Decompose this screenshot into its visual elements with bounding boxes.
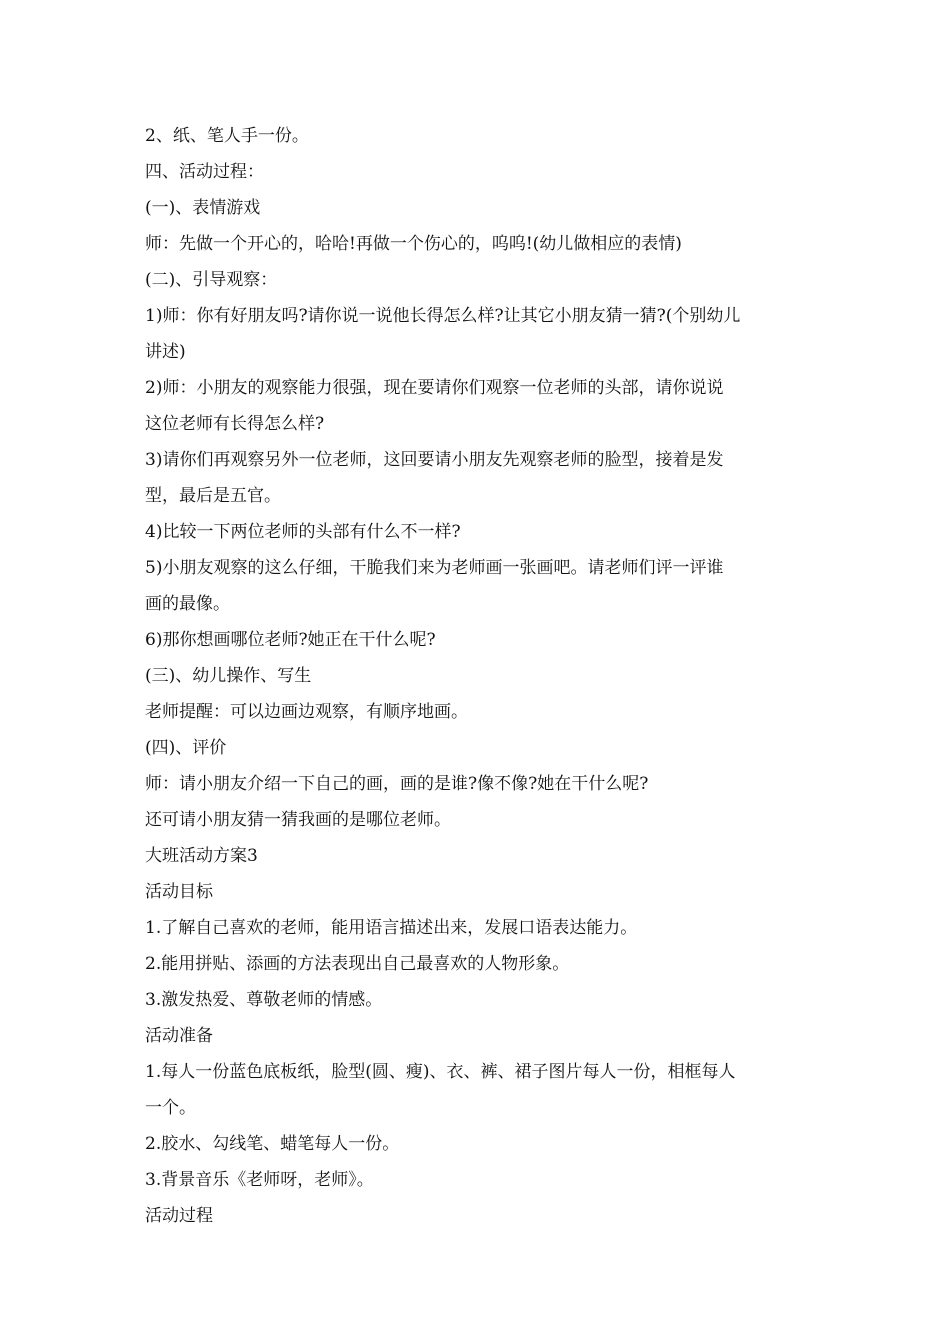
- text-line: 这位老师有长得怎么样?: [145, 414, 325, 434]
- plan-title: 大班活动方案3: [145, 846, 258, 866]
- text-line: 4)比较一下两位老师的头部有什么不一样?: [145, 522, 461, 542]
- text-line: 一个。: [145, 1098, 196, 1118]
- subsection-heading: (一)、表情游戏: [145, 198, 261, 218]
- text-line: 1.每人一份蓝色底板纸，脸型(圆、瘦)、衣、裤、裙子图片每人一份，相框每人: [145, 1062, 736, 1082]
- subsection-heading: (四)、评价: [145, 738, 227, 758]
- text-line: 师：请小朋友介绍一下自己的画，画的是谁?像不像?她在干什么呢?: [145, 774, 649, 794]
- text-line: 2.能用拼贴、添画的方法表现出自己最喜欢的人物形象。: [145, 954, 570, 974]
- text-line: 讲述): [145, 342, 186, 362]
- document-body: [145, 118, 810, 1234]
- text-line: 2.胶水、勾线笔、蜡笔每人一份。: [145, 1134, 400, 1154]
- text-line: 师：先做一个开心的，哈哈!再做一个伤心的，呜呜!(幼儿做相应的表情): [145, 234, 682, 254]
- text-line: 型，最后是五官。: [145, 486, 281, 506]
- text-line: 1)师：你有好朋友吗?请你说一说他长得怎么样?让其它小朋友猜一猜?(个别幼儿: [145, 306, 741, 326]
- section-heading: 活动过程: [145, 1206, 213, 1226]
- text-line: 5)小朋友观察的这么仔细，干脆我们来为老师画一张画吧。请老师们评一评谁: [145, 558, 724, 578]
- subsection-heading: (二)、引导观察：: [145, 270, 278, 290]
- text-line: 2)师：小朋友的观察能力很强，现在要请你们观察一位老师的头部，请你说说: [145, 378, 724, 398]
- section-heading: 活动准备: [145, 1026, 213, 1046]
- text-line: 3)请你们再观察另外一位老师，这回要请小朋友先观察老师的脸型，接着是发: [145, 450, 724, 470]
- text-line: 1.了解自己喜欢的老师，能用语言描述出来，发展口语表达能力。: [145, 918, 638, 938]
- text-line: 3.背景音乐《老师呀，老师》。: [145, 1170, 374, 1190]
- text-line: 2、纸、笔人手一份。: [145, 126, 309, 146]
- subsection-heading: (三)、幼儿操作、写生: [145, 666, 312, 686]
- text-line: 画的最像。: [145, 594, 230, 614]
- section-heading: 四、活动过程：: [145, 162, 264, 182]
- text-line: 还可请小朋友猜一猜我画的是哪位老师。: [145, 810, 451, 830]
- text-line: 3.激发热爱、尊敬老师的情感。: [145, 990, 383, 1010]
- section-heading: 活动目标: [145, 882, 213, 902]
- text-line: 6)那你想画哪位老师?她正在干什么呢?: [145, 630, 436, 650]
- text-line: 老师提醒：可以边画边观察，有顺序地画。: [145, 702, 468, 722]
